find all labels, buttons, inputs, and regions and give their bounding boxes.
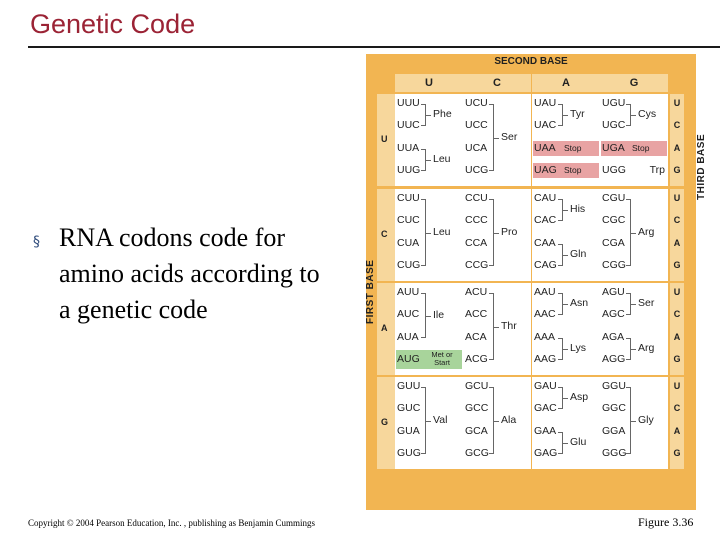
- codon: ACC: [465, 308, 488, 320]
- codon: GCA: [465, 425, 488, 437]
- third-base-u: U: [673, 98, 681, 108]
- codon-cell: [600, 94, 668, 186]
- codon: UAU: [534, 97, 557, 109]
- codon: GCC: [465, 402, 489, 414]
- first-base-label: FIRST BASE: [365, 259, 376, 324]
- codon: GCG: [465, 447, 489, 459]
- second-base-a: A: [532, 74, 600, 92]
- codon: AGG: [602, 353, 626, 365]
- codon: GUG: [397, 447, 421, 459]
- bracket-dash: [563, 210, 568, 211]
- codon-cell: [600, 189, 668, 281]
- codon: UAA: [534, 142, 556, 154]
- third-base-g: G: [673, 165, 681, 175]
- codon: AUA: [397, 331, 419, 343]
- amino-acid-label: Trp: [649, 164, 665, 176]
- codon: UCG: [465, 164, 489, 176]
- third-base-c: C: [673, 120, 681, 130]
- codon-cell: [395, 189, 463, 281]
- codon: AUG: [397, 353, 420, 365]
- codon: GGA: [602, 425, 626, 437]
- amino-acid-label: Ser: [501, 130, 518, 143]
- amino-acid-label: Val: [433, 413, 448, 426]
- first-base-c: C: [381, 229, 388, 239]
- codon-cell: [600, 377, 668, 469]
- second-base-label: SECOND BASE: [494, 56, 568, 67]
- amino-acid-label: Cys: [638, 108, 657, 120]
- codon: CCC: [465, 214, 488, 226]
- codon: CGU: [602, 192, 626, 204]
- stop-label: Stop: [632, 143, 650, 153]
- bracket-dash: [631, 233, 636, 234]
- amino-acid-label: Arg: [638, 342, 655, 354]
- codon: CGA: [602, 237, 625, 249]
- codon: CGC: [602, 214, 626, 226]
- codon: GAU: [534, 380, 557, 392]
- bracket-dash: [426, 160, 431, 161]
- codon: GAG: [534, 447, 558, 459]
- stop-label: Stop: [564, 143, 582, 153]
- codon: CCU: [465, 192, 488, 204]
- genetic-code-table: [365, 54, 707, 510]
- codon: ACG: [465, 353, 488, 365]
- codon: AGU: [602, 286, 625, 298]
- codon: GAC: [534, 402, 557, 414]
- bracket-dash: [631, 421, 636, 422]
- third-base-g: G: [673, 448, 681, 458]
- third-base-a: A: [673, 332, 681, 342]
- second-base-u: U: [395, 74, 463, 92]
- codon: GUU: [397, 380, 421, 392]
- stop-label: Stop: [564, 165, 582, 175]
- codon: CAC: [534, 214, 557, 226]
- codon: GUA: [397, 425, 420, 437]
- amino-acid-label: Gln: [570, 248, 587, 260]
- codon: AAC: [534, 308, 556, 320]
- start-label: Met or Start: [431, 350, 453, 367]
- third-base-c: C: [673, 215, 681, 225]
- amino-acid-label: Phe: [433, 108, 452, 120]
- third-base-a: A: [673, 426, 681, 436]
- codon: UUU: [397, 97, 420, 109]
- codon: CCA: [465, 237, 488, 249]
- codon: UUA: [397, 142, 420, 154]
- codon-cell: [463, 189, 531, 281]
- codon: UAG: [534, 164, 557, 176]
- third-base-a: A: [673, 238, 681, 248]
- amino-acid-label: Ala: [501, 413, 517, 426]
- codon: UAC: [534, 119, 557, 131]
- codon-cell: [532, 377, 600, 469]
- third-base-a: A: [673, 143, 681, 153]
- bracket-dash: [631, 349, 636, 350]
- codon: CUA: [397, 237, 420, 249]
- codon: AUC: [397, 308, 420, 320]
- third-base-label: THIRD BASE: [696, 133, 707, 200]
- amino-acid-label: Asn: [570, 297, 589, 309]
- codon: UCC: [465, 119, 488, 131]
- codon: GAA: [534, 425, 557, 437]
- bracket-dash: [494, 233, 499, 234]
- codon: GUC: [397, 402, 421, 414]
- codon: AUU: [397, 286, 420, 298]
- codon: CCG: [465, 259, 489, 271]
- first-base-g: G: [381, 417, 389, 427]
- amino-acid-label: Ser: [638, 297, 655, 309]
- bracket-dash: [631, 304, 636, 305]
- codon: CAU: [534, 192, 557, 204]
- codon: CAG: [534, 259, 557, 271]
- slide-title: Genetic Code: [30, 9, 196, 39]
- bracket-dash: [563, 115, 568, 116]
- bracket-dash: [631, 115, 636, 116]
- third-base-c: C: [673, 309, 681, 319]
- codon: UUC: [397, 119, 420, 131]
- codon: CAA: [534, 237, 556, 249]
- codon: AAG: [534, 353, 557, 365]
- codon: UGU: [602, 97, 626, 109]
- codon-cell: [395, 283, 463, 375]
- bracket-dash: [426, 316, 431, 317]
- amino-acid-label: Thr: [501, 319, 517, 332]
- bracket-dash: [426, 115, 431, 116]
- bullet-text: RNA codons code for amino acids according to a genetic code: [59, 223, 320, 324]
- bracket-dash: [563, 255, 568, 256]
- bracket-dash: [563, 349, 568, 350]
- codon-cell: [463, 283, 531, 375]
- amino-acid-label: Glu: [570, 436, 587, 448]
- codon-cell: [532, 283, 600, 375]
- third-base-g: G: [673, 354, 681, 364]
- codon-cell: [463, 94, 531, 186]
- bracket-dash: [494, 327, 499, 328]
- bracket-dash: [563, 398, 568, 399]
- amino-acid-label: Ile: [433, 308, 445, 321]
- bracket-dash: [426, 421, 431, 422]
- second-base-g: G: [600, 74, 668, 92]
- codon: UGA: [602, 142, 625, 154]
- codon: CGG: [602, 259, 626, 271]
- title-divider: [28, 46, 720, 48]
- codon: ACU: [465, 286, 488, 298]
- amino-acid-label: Gly: [638, 413, 654, 426]
- codon: UCU: [465, 97, 488, 109]
- codon: UUG: [397, 164, 421, 176]
- codon: CUC: [397, 214, 420, 226]
- codon-cell: [395, 377, 463, 469]
- codon: UCA: [465, 142, 488, 154]
- codon-cell: [532, 94, 600, 186]
- bracket-dash: [563, 304, 568, 305]
- bracket-dash: [563, 443, 568, 444]
- copyright-footer: Copyright © 2004 Pearson Education, Inc. , publishing as Benjamin Cummings: [28, 518, 316, 528]
- second-base-c: C: [463, 74, 531, 92]
- amino-acid-label: Tyr: [570, 108, 585, 120]
- third-base-u: U: [673, 381, 681, 391]
- third-base-c: C: [673, 403, 681, 413]
- amino-acid-label: His: [570, 203, 586, 215]
- amino-acid-label: Arg: [638, 225, 655, 238]
- bullet-point: [33, 220, 333, 328]
- codon: GGG: [602, 447, 627, 459]
- first-base-a: A: [381, 323, 388, 333]
- codon: CUU: [397, 192, 420, 204]
- amino-acid-label: Pro: [501, 225, 518, 238]
- codon-cell: [463, 377, 531, 469]
- amino-acid-label: Leu: [433, 153, 451, 165]
- bracket-dash: [494, 421, 499, 422]
- codon-cell: [395, 94, 463, 186]
- codon: UGG: [602, 164, 626, 176]
- figure-number: Figure 3.36: [638, 515, 694, 529]
- bullet-square-icon: §: [33, 234, 40, 250]
- amino-acid-label: Asp: [570, 391, 589, 403]
- bracket-dash: [426, 233, 431, 234]
- codon: AAA: [534, 331, 556, 343]
- codon: AAU: [534, 286, 556, 298]
- codon: GGU: [602, 380, 626, 392]
- codon: UGC: [602, 119, 626, 131]
- first-base-u: U: [381, 134, 388, 144]
- codon-cell: [600, 283, 668, 375]
- bracket-dash: [494, 138, 499, 139]
- codon: CUG: [397, 259, 421, 271]
- amino-acid-label: Lys: [570, 342, 586, 354]
- codon-cell: [532, 189, 600, 281]
- third-base-g: G: [673, 260, 681, 270]
- codon: GCU: [465, 380, 489, 392]
- codon: ACA: [465, 331, 487, 343]
- codon: AGA: [602, 331, 625, 343]
- amino-acid-label: Leu: [433, 225, 451, 238]
- codon: AGC: [602, 308, 625, 320]
- third-base-u: U: [673, 287, 681, 297]
- third-base-u: U: [673, 193, 681, 203]
- codon: GGC: [602, 402, 626, 414]
